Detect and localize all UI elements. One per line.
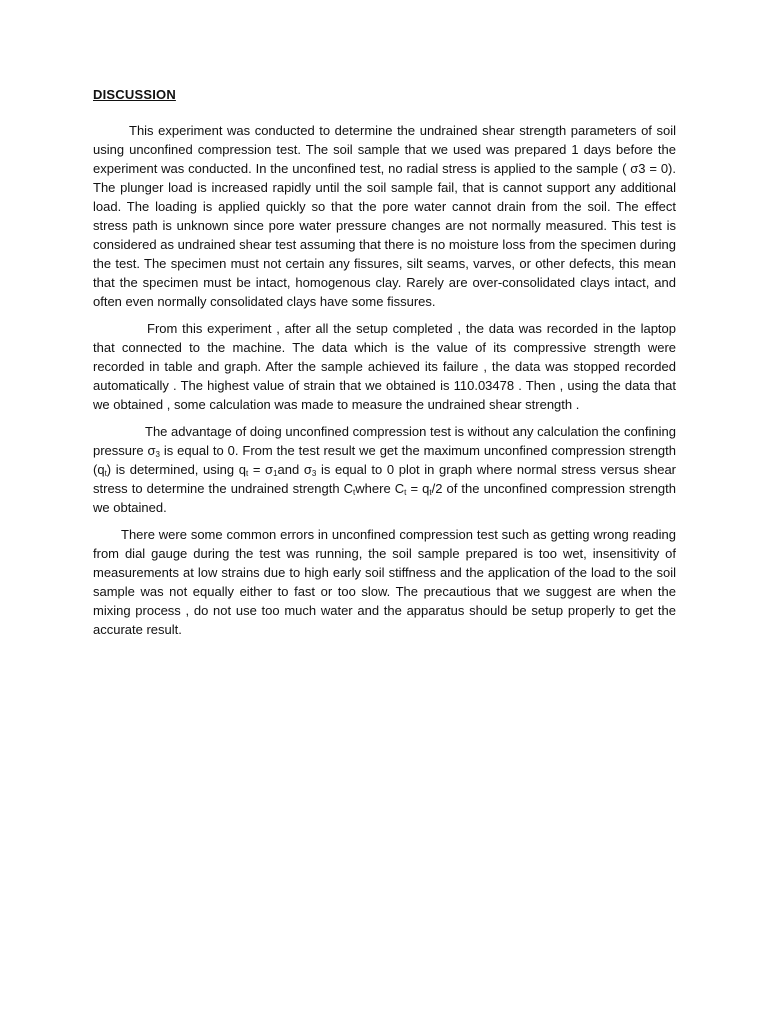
paragraph-3-text: /2 of the unconfined compression strength we obtained. (93, 481, 676, 515)
paragraph-3-text: = q (406, 481, 430, 496)
subscript: t (429, 488, 432, 497)
subscript: t (245, 469, 249, 478)
paragraph-3-text: where C (355, 481, 405, 496)
subscript: 1 (273, 469, 278, 478)
subscript: t (104, 469, 107, 478)
paragraph-3-text: = σ (248, 462, 274, 477)
discussion-paragraph-1: This experiment was conducted to determine the undrained shear strength parameters of soil using unconfined compression test. The soil sample that we used was prepared 1 days before the experiment was conducted. In the unconfined test, no radial stress is applied to the sample ( σ3 = 0). The plunger load is increased rapidly until the soil sample fail, that is cannot support any additional load. The loading is applied quickly so that the pore water cannot drain from the soil. The effect stress path is unknown since pore water pressure changes are not normally measured. This test is considered as undrained shear test assuming that there is no moisture loss from the specimen during the test. The specimen must not certain any fissures, silt seams, varves, or other defects, this mean that the specimen must be intact, homogenous clay. Rarely are over-consolidated clays intact, and often even normally consolidated clays have some fissures. (93, 123, 676, 309)
discussion-paragraph-2: From this experiment , after all the setup completed , the data was recorded in the laptop that connected to the machine. The data which is the value of its compressive strength were recorded in table and graph. After the sample achieved its failure , the data was stopped recorded automatically . The highest value of strain that we obtained is 110.03478 . Then , using the data that we obtained , some calculation was made to measure the undrained shear strength . (93, 321, 676, 412)
paragraph-3-text: is equal to 0 plot in graph where normal stress versus shear stress to determine the undrained strength C (93, 462, 677, 496)
paragraph-3-text: ) is determined, using q (106, 462, 246, 477)
subscript: t (404, 488, 407, 497)
paragraph-3-text: and σ (277, 462, 312, 477)
document-page (93, 86, 676, 647)
section-heading: DISCUSSION (93, 87, 176, 102)
paragraph-3-text: is equal to 0. From the test result we get the maximum unconfined compression strength (q (93, 443, 676, 477)
discussion-paragraph-3 (93, 422, 676, 517)
subscript: 3 (155, 450, 160, 459)
paragraph-3-text: The advantage of doing unconfined compression test is without any calculation the confining pressure σ (93, 424, 676, 458)
discussion-paragraph-4: There were some common errors in unconfined compression test such as getting wrong reading from dial gauge during the test was running, the soil sample prepared is too wet, insensitivity of measurements at low strains due to high early soil stiffness and the application of the load to the soil sample was not equally either to fast or too slow. The precautious that we suggest are when the mixing process , do not use too much water and the apparatus should be setup properly to get the accurate result. (93, 527, 676, 637)
subscript: t (353, 488, 356, 497)
subscript: 3 (311, 469, 317, 478)
